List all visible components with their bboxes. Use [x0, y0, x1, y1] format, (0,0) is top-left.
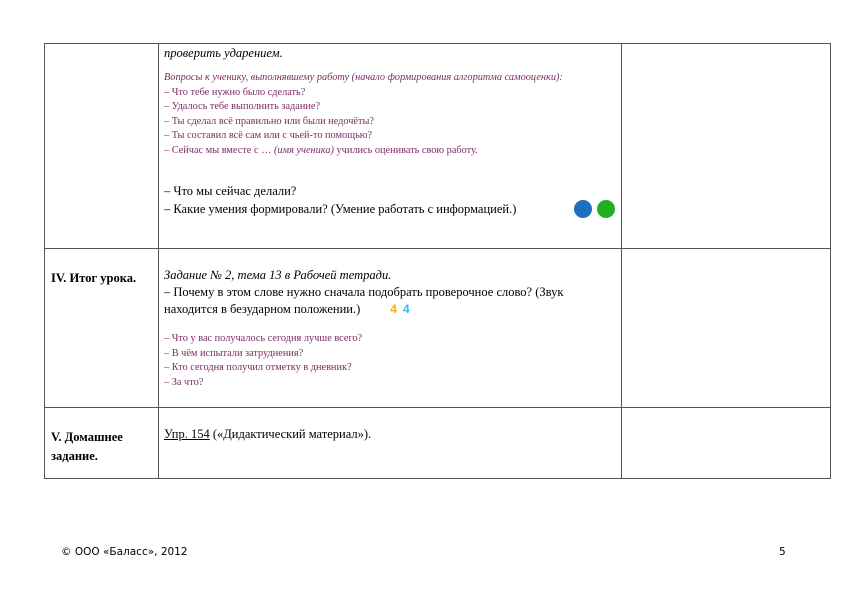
list-item: – Кто сегодня получил отметку в дневник?	[164, 362, 352, 373]
content-cell	[159, 249, 622, 408]
summary-question: – Что мы сейчас делали?	[164, 184, 297, 198]
green-circle-icon	[597, 200, 615, 218]
list-item: – За что?	[164, 376, 204, 388]
list-item: – В чём испытали затруднения?	[164, 347, 304, 359]
question-text: – Почему в этом слове нужно сначала подобрать проверочное слово? (Звук находится в безударном положении.)	[164, 285, 564, 316]
stage-cell	[45, 44, 159, 249]
list-item: – Ты сделал всё правильно или были недочёты?	[164, 115, 374, 127]
questions-heading: Вопросы к ученику, выполнявшему работу (начало формирования алгоритма самооценки):	[164, 72, 563, 83]
notes-cell	[622, 408, 831, 479]
page-number: 5	[779, 546, 786, 558]
mark-cyan: 4	[402, 302, 410, 316]
list-item	[164, 144, 616, 159]
list-item: – Удалось тебе выполнить задание?	[164, 101, 321, 112]
question-prefix: – Сейчас мы вместе с …	[164, 144, 274, 156]
notes-cell	[622, 249, 831, 408]
homework-text	[164, 426, 616, 443]
list-item: – Что у вас получалось сегодня лучше всего?	[164, 333, 363, 344]
summary-line	[164, 200, 616, 218]
stage-cell: IV. Итог урока.	[45, 249, 159, 408]
exercise-link: Упр. 154	[164, 427, 210, 441]
verify-text: проверить ударением.	[164, 46, 283, 60]
table-row	[45, 249, 831, 408]
stage-cell: V. Домашнее задание.	[45, 408, 159, 479]
notes-cell	[622, 44, 831, 249]
exercise-source: («Дидактический материал»).	[209, 427, 372, 441]
list-item: – Ты составил всё сам или с чьей-то помощью?	[164, 130, 373, 141]
task-title: Задание № 2, тема 13 в Рабочей тетради.	[164, 268, 392, 282]
question-suffix: учились оценивать свою работу.	[333, 144, 478, 156]
mark-orange: 4	[390, 302, 397, 316]
lesson-plan-table	[44, 43, 831, 479]
footer-copyright: © ООО «Баласс», 2012	[61, 546, 188, 558]
blue-circle-icon	[574, 200, 592, 218]
task-question	[164, 284, 616, 318]
table-row	[45, 44, 831, 249]
table-row	[45, 408, 831, 479]
content-cell	[159, 44, 622, 249]
summary-question: – Какие умения формировали? (Умение работать с информацией.)	[164, 201, 517, 216]
student-name-placeholder: (имя ученика)	[273, 144, 334, 156]
list-item: – Что тебе нужно было сделать?	[164, 86, 306, 98]
content-cell	[159, 408, 622, 479]
assessment-dots	[574, 200, 615, 218]
